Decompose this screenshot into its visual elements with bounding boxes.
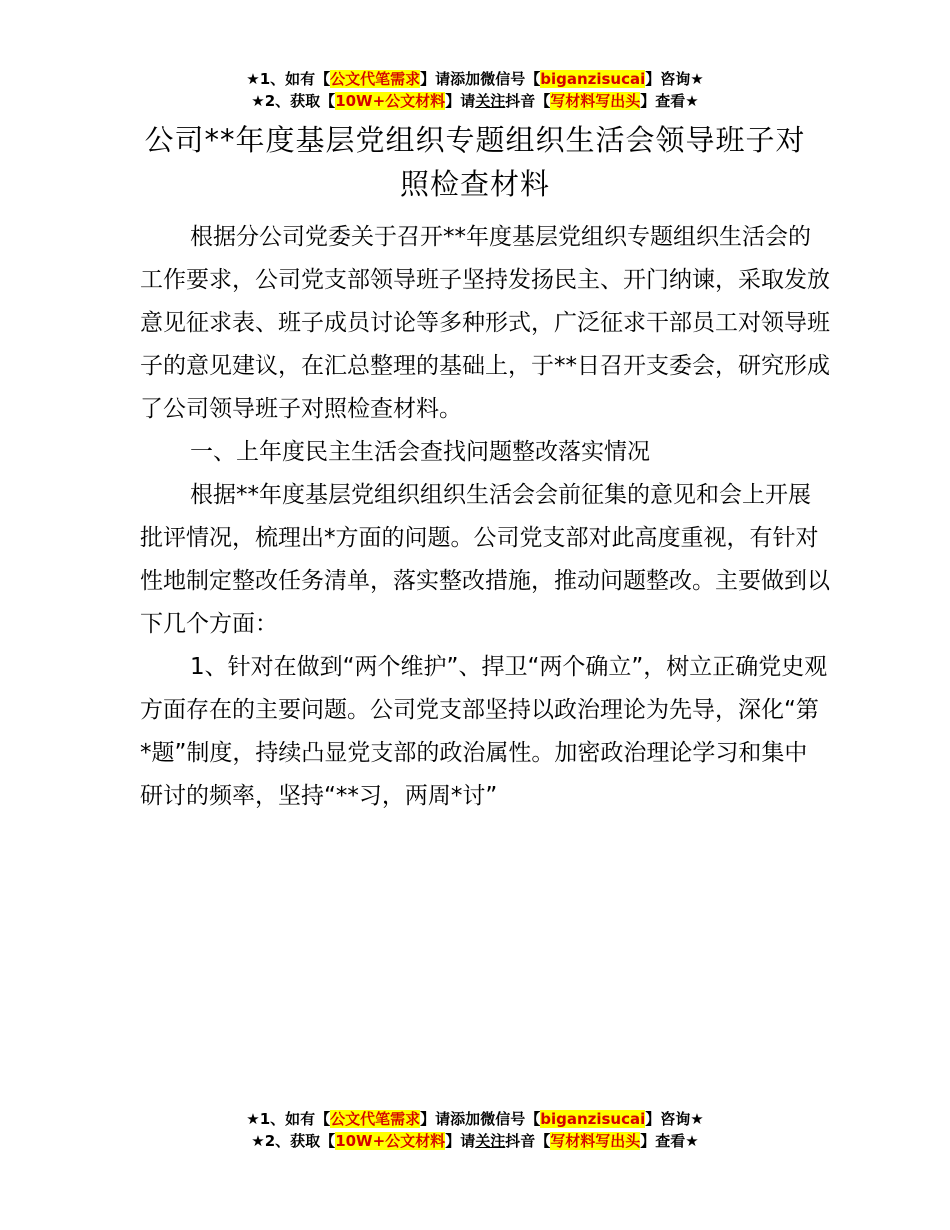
promo-highlight: 10W+公文材料 xyxy=(335,92,446,110)
header-promo-banner xyxy=(0,68,950,112)
promo-text: 】查看★ xyxy=(640,92,699,110)
promo-line-1 xyxy=(0,1108,950,1130)
promo-text: 抖音【 xyxy=(505,92,551,110)
document-body xyxy=(140,216,830,818)
promo-highlight-wechat-id: biganzisucai xyxy=(540,70,646,88)
promo-text: 微信号【 xyxy=(480,1110,541,1128)
promo-line-2 xyxy=(0,90,950,112)
promo-text: ★1、如有【 xyxy=(246,1110,331,1128)
promo-highlight: 公文代笔需求 xyxy=(330,1110,421,1128)
promo-text: ★1、如有【 xyxy=(246,70,331,88)
promo-underlined-text: 关注 xyxy=(475,1132,506,1150)
promo-text: ★2、获取【 xyxy=(251,1132,336,1150)
promo-highlight-douyin: 写材料写出头 xyxy=(550,92,641,110)
document-title: 公司**年度基层党组织专题组织生活会领导班子对照检查材料 xyxy=(144,123,806,201)
paragraph-section-1: 根据**年度基层党组织组织生活会会前征集的意见和会上开展批评情况，梳理出*方面的问题。公司党支部对此高度重视，有针对性地制定整改任务清单，落实整改措施，推动问题整改。主要做到以下几个方面： xyxy=(140,482,830,637)
promo-text: 】咨询★ xyxy=(645,1110,704,1128)
promo-highlight-wechat-id: biganzisucai xyxy=(540,1110,646,1128)
promo-text: 】请 xyxy=(445,92,476,110)
promo-text: 抖音【 xyxy=(505,1132,551,1150)
promo-highlight: 10W+公文材料 xyxy=(335,1132,446,1150)
promo-text: ★2、获取【 xyxy=(251,92,336,110)
promo-highlight-douyin: 写材料写出头 xyxy=(550,1132,641,1150)
promo-line-2 xyxy=(0,1130,950,1152)
promo-text: 】查看★ xyxy=(640,1132,699,1150)
promo-underlined-text: 关注 xyxy=(475,92,506,110)
paragraph-intro: 根据分公司党委关于召开**年度基层党组织专题组织生活会的工作要求，公司党支部领导班子坚持发扬民主、开门纳谏，采取发放意见征求表、班子成员讨论等多种形式，广泛征求干部员工对领导班子的意见建议，在汇总整理的基础上，于**日召开支委会，研究形成了公司领导班子对照检查材料。 xyxy=(140,224,830,422)
section-heading-1: 一、上年度民主生活会查找问题整改落实情况 xyxy=(190,439,650,465)
promo-text: 】请添加 xyxy=(420,1110,481,1128)
promo-text: 微信号【 xyxy=(480,70,541,88)
paragraph-item-1: 1、针对在做到“两个维护”、捍卫“两个确立”，树立正确党史观方面存在的主要问题。公司党支部坚持以政治理论为先导，深化“第*题”制度，持续凸显党支部的政治属性。加密政治理论学习和集中研讨的频率，坚持“**习，两周*讨” xyxy=(140,654,828,809)
promo-text: 】咨询★ xyxy=(645,70,704,88)
promo-text: 】请添加 xyxy=(420,70,481,88)
promo-highlight: 公文代笔需求 xyxy=(330,70,421,88)
promo-text: 】请 xyxy=(445,1132,476,1150)
promo-line-1 xyxy=(0,68,950,90)
footer-promo-banner xyxy=(0,1108,950,1152)
